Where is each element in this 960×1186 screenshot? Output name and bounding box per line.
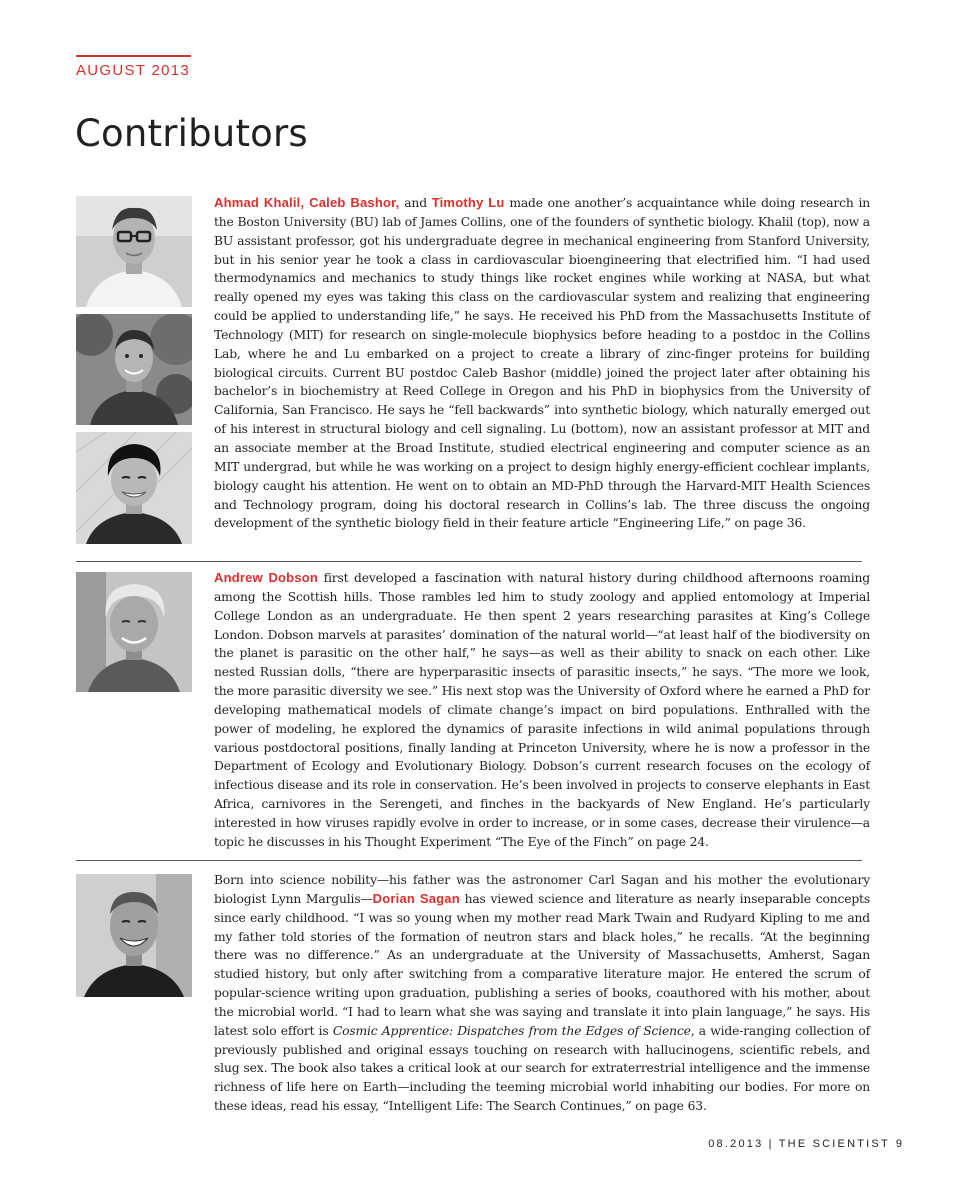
photo-dorian-sagan	[76, 874, 192, 997]
bio-dobson	[214, 569, 870, 852]
page-number: 9	[895, 1138, 902, 1150]
bio-khalil-bashor-lu	[214, 194, 870, 533]
contributor-name-lu: Timothy Lu	[431, 195, 505, 210]
issue-month: AUGUST 2013	[76, 62, 191, 79]
photo-timothy-lu	[76, 432, 192, 544]
section-divider-1	[76, 561, 862, 562]
bio-text-3a: Born into science nobility—his father was the astronomer Carl Sagan and his mother the evolutionary biologist Lynn Margulis—	[214, 873, 870, 906]
contributor-name-sagan: Dorian Sagan	[372, 890, 460, 906]
bio-sagan	[214, 871, 870, 1116]
photo-andrew-dobson	[76, 572, 192, 692]
page-title: Contributors	[75, 112, 308, 155]
contributor-name-dobson: Andrew Dobson	[214, 570, 319, 585]
photo-ahmad-khalil	[76, 196, 192, 307]
contributor-names-1: Ahmad Khalil, Caleb Bashor,	[214, 195, 400, 210]
page-footer	[708, 1138, 902, 1150]
bio-text-1: made one another’s acquaintance while doing research in the Boston University (BU) lab of James Collins, one of the founders of synthetic biology. Khalil (top), now a BU assistant professor, got his undergraduate degree in mechanical engineering from Stanford University, but in his senior year he took a class in cardiovascular bioengineering that electrified him. “I had used thermodynamics and mechanics to study things like rocket engines while working at NASA, but what really opened my eyes was taking this class on the cardiovascular system and realizing that engineering could be applied to understanding life,” he says. He received his PhD from the Massachusetts Institute of Technology (MIT) for research on single-molecule biophysics before heading to a postdoc in the Collins Lab, where he and Lu embarked on a project to create a library of zinc-finger proteins for building biological circuits. Current BU postdoc Caleb Bashor (middle) joined the project later after obtaining his bachelor’s in biochemistry at Reed College in Oregon and his PhD in biophysics from the University of California, San Francisco. He says he “fell backwards” into synthetic biology, which naturally emerged out of his interest in structural biology and cell signaling. Lu (bottom), now an assistant professor at MIT and an associate member at the Broad Institute, studied electrical engineering and computer science as an MIT undergrad, but while he was working on a project to design highly energy-efficient cochlear implants, biology caught his attention. He went on to obtain an MD-PhD through the Harvard-MIT Health Sciences and Technology program, doing his doctoral research in Collins’s lab. The three discuss the ongoing development of the synthetic biology field in their feature article “Engineering Life,” on page 36.	[214, 196, 871, 531]
footer-issue: 08.2013 | THE SCIENTIST	[708, 1138, 890, 1150]
bio-text-3c: , a wide-ranging collection of previously published and original essays touching on research with hallucinogens, scientific rebels, and slug sex. The book also takes a critical look at our search for extraterrestrial intelligence and the immense richness of life here on Earth—including the teeming microbial world inhabiting our bodies. For more on these ideas, read his essay, “Intelligent Life: The Search Continues,” on page 63.	[214, 1023, 870, 1114]
section-divider-2	[76, 860, 862, 861]
photo-caleb-bashor	[76, 314, 192, 425]
header-rule	[76, 55, 191, 57]
book-title: Cosmic Apprentice: Dispatches from the Edges of Science	[332, 1023, 691, 1038]
bio-conjunction: and	[399, 196, 432, 210]
bio-text-3b: has viewed science and literature as nearly inseparable concepts since early childhood. “I was so young when my mother read Mark Twain and Rudyard Kipling to me and my father told stories of the formation of neutron stars and black holes,” he recalls. “At the beginning there was no difference.” As an undergraduate at the University of Massachusetts, Amherst, Sagan studied history, but only after switching from a comparative literature major. He entered the scrum of popular-science writing upon graduation, publishing a series of books, coauthored with his mother, about the microbial world. “I had to learn what she was saying and translate it into plain language,” he says. His latest solo effort is	[214, 891, 870, 1038]
bio-text-2: first developed a fascination with natural history during childhood afternoons roaming among the Scottish hills. Those rambles led him to study zoology and applied entomology at Imperial College London as an undergraduate. He then spent 2 years researching parasites at King’s College London. Dobson marvels at parasites’ domination of the natural world—“at least half of the biodiversity on the planet is parasitic on the other half,” he says—as well as their ability to snack on each other. Like nested Russian dolls, “there are hyperparasitic insects of parasitic insects,” he says. “The more we look, the more parasitic diversity we see.” His next stop was the University of Oxford where he earned a PhD for developing mathematical models of climate change’s impact on bird populations. Enthralled with the power of modeling, he explored the dynamics of parasite infections in wild animal populations through various postdoctoral positions, finally landing at Princeton University, where he is now a professor in the Department of Ecology and Evolutionary Biology. Dobson’s current research focuses on the ecology of infectious disease and its role in conservation. He’s been involved in projects to conserve elephants in East Africa, carnivores in the Serengeti, and finches in the backyards of New England. He’s particularly interested in how viruses rapidly evolve in order to increase, or in some cases, decrease their virulence—a topic he discusses in his Thought Experiment “The Eye of the Finch” on page 24.	[214, 571, 871, 849]
